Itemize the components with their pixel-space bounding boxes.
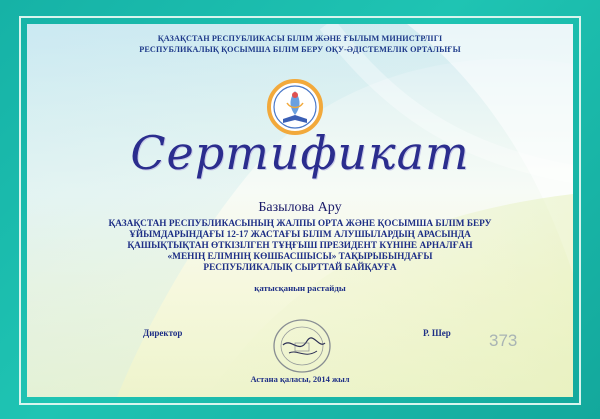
ministry-line-2: РЕСПУБЛИКАЛЫҚ ҚОСЫМША БІЛІМ БЕРУ ОҚУ-ӘДІСТЕМЕЛІК ОРТАЛЫҒЫ [139,45,461,54]
certificate-title: Сертификат [130,126,470,180]
confirmation-text: қатысқанын растайды [254,283,346,293]
body-line-3: ҚАШЫҚТЫҚТАН ӨТКІЗІЛГЕН ТҰҢҒЫШ ПРЕЗИДЕНТ КҮНІНЕ АРНАЛҒАН [127,241,473,251]
body-line-1: ҚАЗАҚСТАН РЕСПУБЛИКАСЫНЫҢ ЖАЛПЫ ОРТА ЖӘНЕ ҚОСЫМША БІЛІМ БЕРУ [108,219,492,229]
ministry-line-1: ҚАЗАҚСТАН РЕСПУБЛИКАСЫ БІЛІМ ЖӘНЕ ҒЫЛЫМ МИНИСТРЛІГІ [157,34,443,43]
certificate-number: 373 [489,331,518,350]
city-year-footer: Астана қаласы, 2014 жыл [250,374,350,384]
body-line-5: РЕСПУБЛИКАЛЫҚ СЫРТТАЙ БАЙҚАУҒА [203,263,397,273]
director-name: Р. Шер [423,328,451,338]
body-line-4: «МЕНІҢ ЕЛІМНІҢ КӨШБАСШЫСЫ» ТАҚЫРЫБЫНДАҒЫ [167,252,433,262]
certificate-body [27,219,573,274]
ministry-header [27,33,573,55]
body-line-2: ҰЙЫМДАРЫНДАҒЫ 12-17 ЖАСТАҒЫ БІЛІМ АЛУШЫЛАРДЫҢ АРАСЫНДА [129,230,471,240]
round-seal-stamp-icon [269,315,335,377]
director-role-label: Директор [143,328,183,338]
recipient-name: Базылова Ару [258,200,342,215]
